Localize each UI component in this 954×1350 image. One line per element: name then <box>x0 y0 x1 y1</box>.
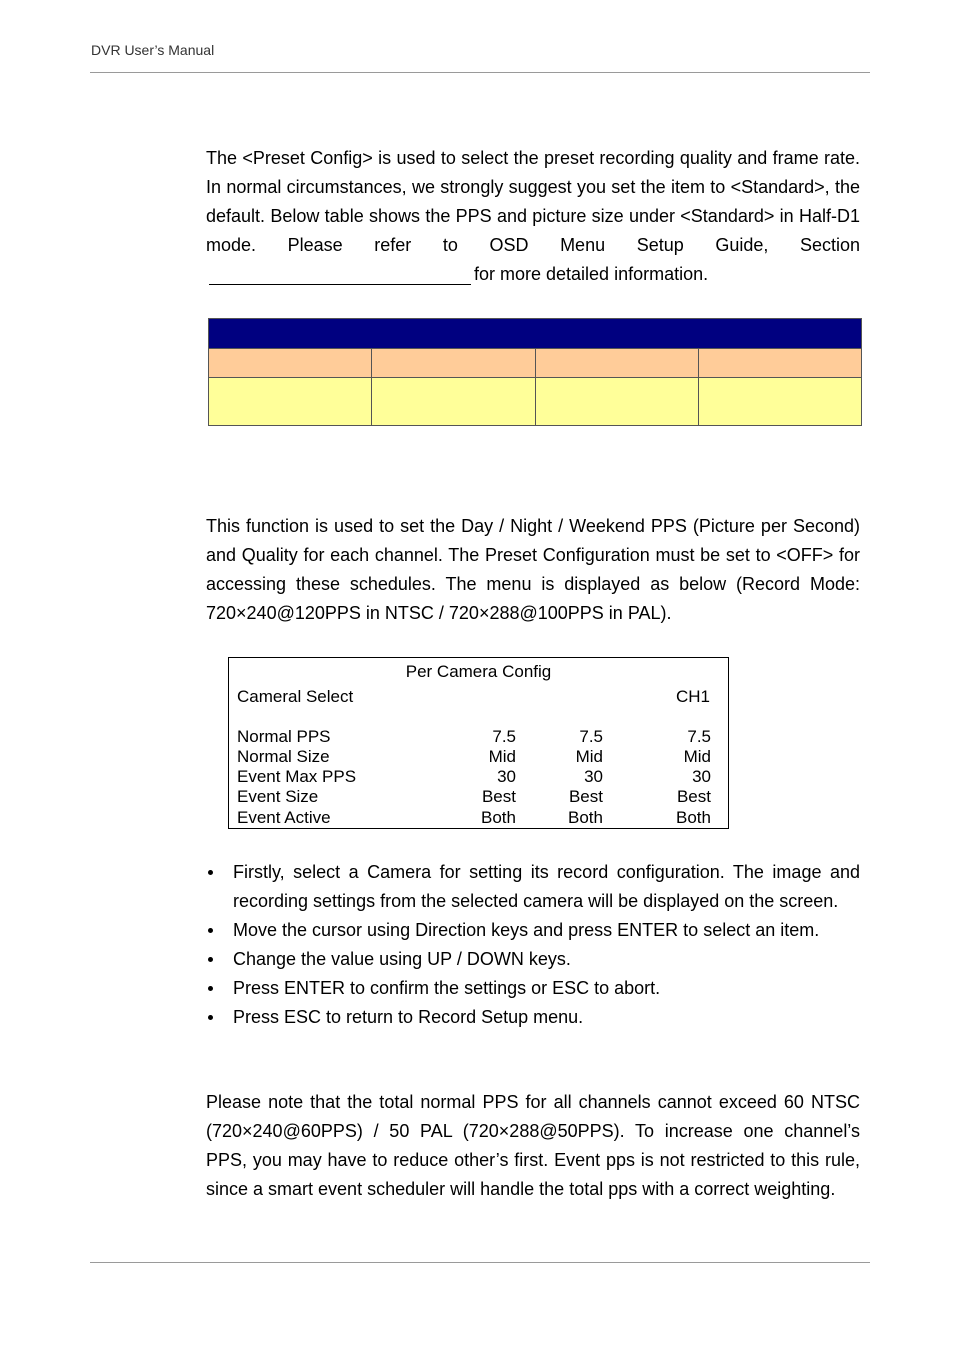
osd-row-value: 7.5 <box>687 727 711 746</box>
list-item-text: Change the value using UP / DOWN keys. <box>233 949 571 969</box>
table-header-row <box>209 348 861 377</box>
list-item-text: Firstly, select a Camera for setting its record configuration. The image and recording settings from the selected camera will be displayed on the screen. <box>233 862 860 911</box>
list-item <box>206 1003 860 1032</box>
header-cell <box>372 348 535 377</box>
list-item-text: Press ESC to return to Record Setup menu. <box>233 1007 584 1027</box>
osd-row-value: Best <box>568 787 603 806</box>
osd-row-value: Both <box>676 808 711 827</box>
osd-row-label: Normal PPS <box>237 727 331 746</box>
bullet-icon <box>208 870 213 875</box>
osd-row-value: Mid <box>683 747 711 766</box>
list-item <box>206 858 860 916</box>
intro-paragraph <box>206 144 860 289</box>
header-cell <box>699 348 861 377</box>
osd-row-value: Both <box>481 808 516 827</box>
schedule-paragraph: This function is used to set the Day / Night / Weekend PPS (Picture per Second) and Quality for each channel. The Preset Configuration must be set to <OFF> for accessing these schedules. The menu is displayed as below (Record Mode: 720×240@120PPS in NTSC / 720×288@100PPS in PAL). <box>206 516 860 623</box>
osd-row-label: Event Size <box>237 787 319 806</box>
value-cell <box>372 377 535 425</box>
osd-row-value: 30 <box>692 767 711 786</box>
per-camera-config-menu <box>228 657 729 829</box>
camera-select-value: CH1 <box>675 687 710 706</box>
preset-standard-table <box>208 318 862 426</box>
header-cell <box>209 348 372 377</box>
section-reference-blank <box>209 266 471 285</box>
osd-row-label: Normal Size <box>237 747 330 766</box>
osd-row-value: 30 <box>497 767 516 786</box>
instructions-list <box>206 858 860 1032</box>
bullet-icon <box>208 928 213 933</box>
note-paragraph: Please note that the total normal PPS for all channels cannot exceed 60 NTSC (720×240@60PPS) / 50 PAL (720×288@50PPS). To increase one channel’s PPS, you may have to reduce other’s first. Event pps is not restricted to this rule, since a smart event scheduler will handle the total pps with a correct weighting. <box>206 1092 860 1199</box>
intro-text-end: for more detailed information. <box>474 264 709 284</box>
running-header: DVR User’s Manual <box>91 42 215 58</box>
list-item <box>206 916 860 945</box>
bullet-icon <box>208 986 213 991</box>
osd-row-value: Both <box>568 808 603 827</box>
header-cell <box>536 348 699 377</box>
list-item <box>206 974 860 1003</box>
osd-row-value: Best <box>676 787 711 806</box>
osd-row-value: Mid <box>488 747 516 766</box>
list-item-text: Press ENTER to confirm the settings or ESC to abort. <box>233 978 661 998</box>
table-value-row <box>209 377 861 425</box>
table-title-bar <box>209 319 861 348</box>
list-item-text: Move the cursor using Direction keys and press ENTER to select an item. <box>233 920 820 940</box>
value-cell <box>536 377 699 425</box>
osd-row-value: Best <box>481 787 516 806</box>
footer-rule <box>90 1262 870 1263</box>
camera-select-label: Cameral Select <box>237 687 354 706</box>
value-cell <box>209 377 372 425</box>
osd-row-value: 7.5 <box>579 727 603 746</box>
bullet-icon <box>208 1015 213 1020</box>
header-rule <box>90 72 870 73</box>
list-item <box>206 945 860 974</box>
osd-row-value: Mid <box>575 747 603 766</box>
osd-row-label: Event Max PPS <box>237 767 357 786</box>
osd-row-label: Event Active <box>237 808 331 827</box>
osd-title: Per Camera Config <box>405 662 552 681</box>
osd-row-value: 30 <box>584 767 603 786</box>
osd-row-value: 7.5 <box>492 727 516 746</box>
value-cell <box>699 377 861 425</box>
bullet-icon <box>208 957 213 962</box>
intro-text: The <Preset Config> is used to select the preset recording quality and frame rate. In normal circumstances, we strongly suggest you set the item to <Standard>, the default. Below table shows the PPS and picture size under <Standard> in Half-D1 mode. Please refer to OSD Menu Setup Guide, Section <box>206 148 860 255</box>
